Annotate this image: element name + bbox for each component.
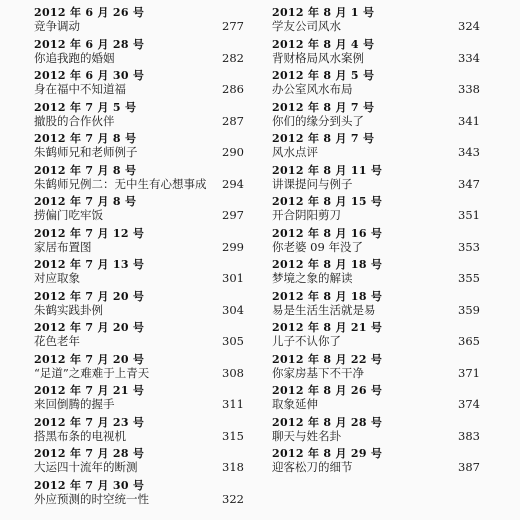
toc-entry-title: 身在福中不知道福 — [34, 82, 126, 96]
toc-entry — [34, 479, 244, 511]
toc-entry-page-number: 351 — [458, 208, 480, 222]
toc-entry-date: 2012 年 7 月 8 号 — [34, 195, 137, 208]
toc-entry-title: 背财格局风水案例 — [272, 50, 364, 65]
toc-entry-title: 讲课提问与例子 — [272, 176, 353, 191]
toc-entry-title: 办公室风水布局 — [272, 82, 353, 96]
toc-entry-page-number: 318 — [222, 460, 244, 474]
toc-entry-page-number: 294 — [222, 176, 244, 191]
toc-entry-title: 外应预测的时空统一性 — [34, 491, 149, 506]
toc-entry — [34, 384, 244, 416]
toc-entry-page-number: 277 — [222, 19, 244, 33]
toc-entry-title: 风水点评 — [272, 145, 318, 159]
toc-entry-date: 2012 年 6 月 26 号 — [34, 6, 145, 19]
toc-entry-page-number: 304 — [222, 302, 244, 317]
toc-entry-date: 2012 年 8 月 18 号 — [272, 289, 383, 303]
toc-entry — [34, 227, 244, 259]
toc-entry-title: 来回倒腾的握手 — [34, 397, 115, 411]
toc-entry-page-number: 290 — [222, 145, 244, 159]
toc-entry-date: 2012 年 6 月 30 号 — [34, 69, 145, 82]
toc-entry-title: 学友公司风水 — [272, 19, 341, 33]
toc-entry-page-number: 308 — [222, 365, 244, 380]
toc-entry — [34, 164, 244, 196]
toc-entry-page-number: 359 — [458, 302, 480, 317]
toc-entry-title: 捞偏门吃牢饭 — [34, 208, 103, 222]
toc-entry-page-number: 353 — [458, 239, 480, 254]
toc-entry — [272, 227, 480, 259]
toc-entry — [272, 384, 480, 416]
toc-entry-date: 2012 年 8 月 29 号 — [272, 447, 383, 460]
toc-entry-date: 2012 年 7 月 23 号 — [34, 415, 145, 429]
toc-entry-page-number: 355 — [458, 271, 480, 285]
toc-entry — [272, 195, 480, 227]
toc-entry — [272, 353, 480, 385]
toc-entry-title: 竞争调动 — [34, 19, 80, 33]
toc-entry-title: 朱鹤师兄和老师例子 — [34, 145, 138, 159]
toc-entry-title: “足道”之难难于上青天 — [34, 365, 150, 380]
toc-entry-date: 2012 年 8 月 22 号 — [272, 352, 383, 366]
toc-entry-page-number: 334 — [458, 50, 480, 65]
toc-entry-page-number: 338 — [458, 82, 480, 96]
toc-entry-title: 你们的缘分到头了 — [272, 113, 364, 128]
toc-entry-page-number: 387 — [458, 460, 480, 474]
toc-entry-page-number: 383 — [458, 428, 480, 443]
toc-entry-date: 2012 年 8 月 28 号 — [272, 415, 383, 429]
toc-entry-date: 2012 年 8 月 4 号 — [272, 37, 375, 51]
toc-entry-title: 撤股的合作伙伴 — [34, 113, 115, 128]
toc-entry-page-number: 324 — [458, 19, 480, 33]
toc-entry-title: 大运四十流年的断测 — [34, 460, 138, 474]
toc-entry-date: 2012 年 8 月 18 号 — [272, 258, 383, 271]
toc-entry — [272, 416, 480, 448]
toc-entry — [272, 6, 480, 38]
toc-entry-title: 开合阴阳剪刀 — [272, 208, 341, 222]
toc-entry-date: 2012 年 8 月 16 号 — [272, 226, 383, 240]
toc-entry-page-number: 299 — [222, 239, 244, 254]
toc-entry-title: 朱鹤实践卦例 — [34, 302, 103, 317]
toc-entry-date: 2012 年 7 月 13 号 — [34, 258, 145, 271]
toc-entry-date: 2012 年 8 月 1 号 — [272, 6, 375, 19]
toc-entry — [34, 353, 244, 385]
toc-entry-date: 2012 年 7 月 30 号 — [34, 478, 145, 492]
toc-entry-title: 花色老年 — [34, 334, 80, 348]
toc-entry — [34, 101, 244, 133]
toc-entry-title: 你老婆 09 年没了 — [272, 239, 363, 254]
toc-entry-title: 家居布置图 — [34, 239, 92, 254]
toc-entry-date: 2012 年 7 月 8 号 — [34, 163, 137, 177]
toc-entry-date: 2012 年 7 月 21 号 — [34, 384, 145, 397]
toc-entry-page-number: 347 — [458, 176, 480, 191]
toc-entry — [272, 258, 480, 290]
toc-entry-page-number: 282 — [222, 50, 244, 65]
toc-entry-page-number: 297 — [222, 208, 244, 222]
toc-entry — [34, 447, 244, 479]
toc-entry-date: 2012 年 7 月 5 号 — [34, 100, 137, 114]
toc-entry-date: 2012 年 8 月 7 号 — [272, 132, 375, 145]
toc-entry — [272, 290, 480, 322]
toc-entry-date: 2012 年 7 月 8 号 — [34, 132, 137, 145]
toc-entry-title: 迎客松刀的细节 — [272, 460, 353, 474]
toc-entry-page-number: 287 — [222, 113, 244, 128]
toc-entry — [272, 164, 480, 196]
toc-entry-page-number: 305 — [222, 334, 244, 348]
toc-entry — [272, 132, 480, 164]
toc-entry-title: 儿子不认你了 — [272, 334, 341, 348]
toc-entry-title: 聊天与姓名卦 — [272, 428, 341, 443]
toc-entry-page-number: 343 — [458, 145, 480, 159]
toc-entry-date: 2012 年 8 月 5 号 — [272, 69, 375, 82]
toc-entry-page-number: 341 — [458, 113, 480, 128]
toc-entry — [272, 38, 480, 70]
toc-entry-date: 2012 年 7 月 20 号 — [34, 321, 145, 334]
toc-entry — [34, 132, 244, 164]
toc-entry-page-number: 371 — [458, 365, 480, 380]
toc-entry — [34, 321, 244, 353]
toc-entry-date: 2012 年 8 月 26 号 — [272, 384, 383, 397]
toc-entry-page-number: 322 — [222, 491, 244, 506]
toc-entry-page-number: 315 — [222, 428, 244, 443]
toc-entry — [34, 290, 244, 322]
toc-entry — [272, 69, 480, 101]
toc-entry-title: 取象延伸 — [272, 397, 318, 411]
toc-entry-title: 对应取象 — [34, 271, 80, 285]
toc-entry — [34, 6, 244, 38]
toc-entry — [34, 258, 244, 290]
toc-entry-title: 梦境之象的解读 — [272, 271, 353, 285]
toc-entry-date: 2012 年 7 月 20 号 — [34, 289, 145, 303]
toc-entry-date: 2012 年 7 月 20 号 — [34, 352, 145, 366]
toc-entry-date: 2012 年 8 月 21 号 — [272, 321, 383, 334]
toc-entry — [34, 69, 244, 101]
toc-entry-date: 2012 年 7 月 12 号 — [34, 226, 145, 240]
toc-entry-date: 2012 年 7 月 28 号 — [34, 447, 145, 460]
toc-entry — [272, 101, 480, 133]
toc-entry — [34, 38, 244, 70]
toc-entry-date: 2012 年 6 月 28 号 — [34, 37, 145, 51]
toc-entry-date: 2012 年 8 月 11 号 — [272, 163, 383, 177]
toc-entry — [272, 447, 480, 479]
toc-entry-page-number: 374 — [458, 397, 480, 411]
toc-entry-page-number: 286 — [222, 82, 244, 96]
toc-entry-title: 易是生活生活就是易 — [272, 302, 376, 317]
toc-entry-page-number: 301 — [222, 271, 244, 285]
toc-entry-date: 2012 年 8 月 7 号 — [272, 100, 375, 114]
toc-entry-title: 搭黑布条的电视机 — [34, 428, 126, 443]
toc-entry-title: 朱鹤师兄例二：无中生有心想事成 — [34, 176, 207, 191]
toc-entry-title: 你家房基下不干净 — [272, 365, 364, 380]
toc-entry — [272, 321, 480, 353]
toc-entry — [34, 195, 244, 227]
toc-entry-page-number: 311 — [222, 397, 244, 411]
toc-left-column — [34, 6, 244, 510]
toc-entry-title: 你追我跑的婚姻 — [34, 50, 115, 65]
toc-entry — [34, 416, 244, 448]
toc-entry-page-number: 365 — [458, 334, 480, 348]
toc-right-column — [272, 6, 480, 479]
toc-entry-date: 2012 年 8 月 15 号 — [272, 195, 383, 208]
